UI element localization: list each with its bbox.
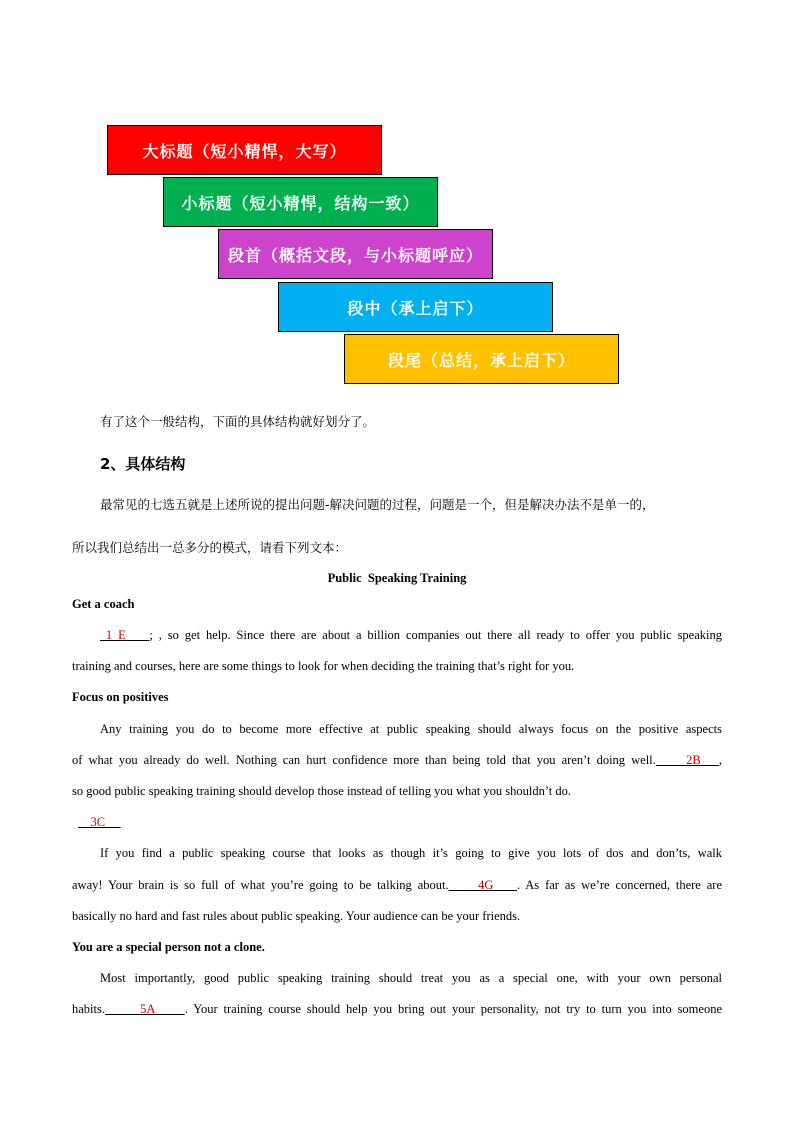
heading-focus-on-positives: Focus on positives [72, 690, 169, 704]
answer-blank-3[interactable] [78, 815, 121, 829]
diagram-box-title [107, 125, 382, 175]
diagram-box-para-end [344, 334, 619, 384]
diagram-box-subtitle [163, 177, 438, 227]
para1-line2: training and courses, here are some things to look for when deciding the training that’s right for you. [72, 659, 575, 673]
para4-line1: Most importantly, good public speaking training should treat you as a special one, with your own personal [100, 971, 722, 985]
heading-special-person: You are a special person not a clone. [72, 940, 265, 954]
answer-blank-2[interactable] [656, 753, 719, 767]
para1-line1 [72, 627, 722, 643]
heading-get-a-coach: Get a coach [72, 597, 135, 611]
intro-text: 有了这个一般结构，下面的具体结构就好划分了。 [100, 414, 376, 429]
section-heading: 2、具体结构 [100, 455, 186, 473]
diagram-box-label: 小标题（短小精悍，结构一致） [181, 193, 420, 213]
diagram-box-label: 段首（概括文段，与小标题呼应） [227, 245, 483, 265]
para2-line2-text: of what you already do well. Nothing can hurt confidence more than being told that you aren’t doing well. [72, 753, 656, 767]
answer-blank-text: 1 E [105, 628, 126, 642]
answer-blank-4[interactable] [449, 878, 517, 892]
diagram-box-label: 段中（承上启下） [347, 298, 484, 318]
para4-line2-end: . Your training course should help you bring out your personality, not try to turn you into someone [184, 1002, 723, 1016]
section-para-line1: 最常见的七选五就是上述所说的提出问题-解决问题的过程，问题是一个，但是解决办法不是单一的， [100, 497, 655, 512]
blank-3-line [78, 814, 728, 830]
diagram-box-para-start [218, 229, 493, 279]
para1-line1-text: ; , so get help. Since there are about a billion companies out there all ready to offer you public speaking [149, 628, 723, 642]
diagram-box-label: 段尾（总结，承上启下） [387, 350, 575, 370]
para2-line1: Any training you do to become more effective at public speaking should always focus on the positive aspects [100, 722, 722, 736]
para2-line2 [72, 752, 722, 768]
para3-line2-text: away! Your brain is so full of what you’re going to be talking about. [72, 878, 449, 892]
para4-line2 [72, 1001, 722, 1017]
para4-line2-text: habits. [72, 1002, 105, 1016]
para3-line2-end: . As far as we’re concerned, there are [516, 878, 723, 892]
para3-line1: If you find a public speaking course that looks as though it’s going to give you lots of dos and don’ts, walk [100, 846, 722, 860]
passage-title: Public Speaking Training [327, 571, 467, 585]
answer-blank-1[interactable] [100, 628, 149, 642]
para2-line2-end: , [718, 753, 723, 767]
para3-line2 [72, 877, 722, 893]
answer-blank-text: 3C [90, 815, 106, 829]
diagram-box-label: 大标题（短小精悍，大写） [142, 141, 347, 161]
answer-blank-text: 5A [140, 1002, 156, 1016]
answer-blank-text: 2B [686, 753, 701, 767]
answer-blank-text: 4G [478, 878, 494, 892]
answer-blank-5[interactable] [105, 1002, 185, 1016]
para3-line3: basically no hard and fast rules about public speaking. Your audience can be your friends. [72, 909, 521, 923]
section-para-line2: 所以我们总结出一总多分的模式，请看下列文本： [72, 540, 348, 555]
diagram-box-para-middle [278, 282, 553, 332]
para2-line3: so good public speaking training should develop those instead of telling you what you shouldn’t do. [72, 784, 572, 798]
